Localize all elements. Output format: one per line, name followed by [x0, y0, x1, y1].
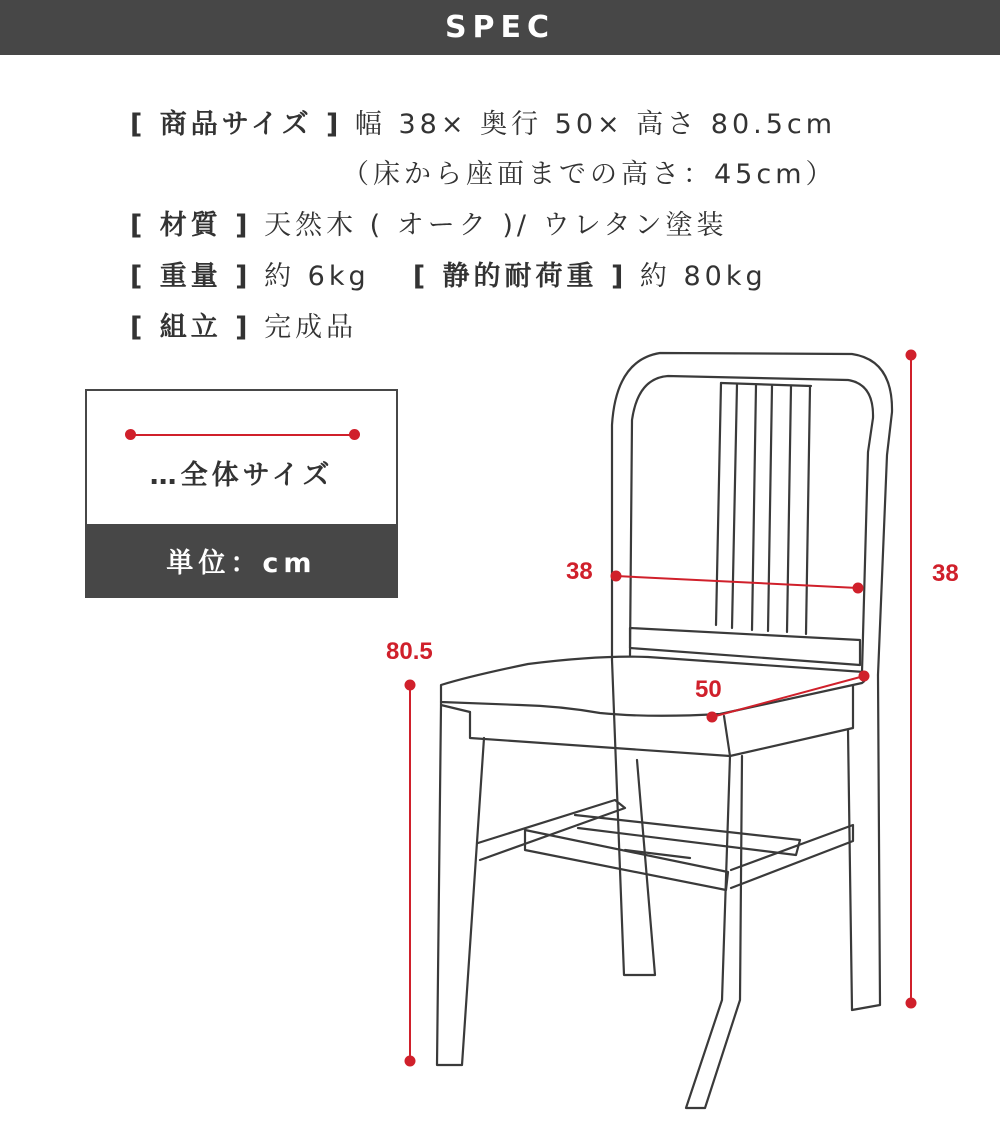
size-value: 幅 38× 奥行 50× 高さ 80.5cm: [354, 109, 837, 140]
right-height-dot-top: [906, 350, 917, 361]
width-dot-left: [611, 571, 622, 582]
depth-dot-front: [707, 712, 718, 723]
load-value: 約 80kg: [639, 261, 767, 292]
seat-height-value: （床から座面までの高さ：45cm）: [342, 159, 837, 190]
depth-dimension-label: 50: [695, 676, 722, 703]
width-dimension-label: 38: [566, 558, 593, 585]
width-dot-right: [853, 583, 864, 594]
weight-label: [ 重量 ]: [130, 261, 252, 292]
right-height-dimension-label: 38: [932, 560, 959, 587]
weight-value: 約 6kg: [264, 261, 370, 292]
material-value: 天然木 ( オーク )/ ウレタン塗装: [264, 210, 728, 241]
depth-dimension-line: [712, 676, 864, 717]
left-height-dot-bottom: [405, 1056, 416, 1067]
width-dimension-line: [616, 576, 858, 588]
header-title: SPEC: [444, 10, 556, 45]
chair-outline: [437, 353, 892, 1108]
legend-unit: 単位：cm: [87, 524, 396, 596]
material-label: [ 材質 ]: [130, 210, 252, 241]
left-height-dimension-label: 80.5: [386, 638, 433, 665]
assembly-value: 完成品: [264, 312, 358, 343]
depth-dot-back: [859, 671, 870, 682]
assembly-label: [ 組立 ]: [130, 312, 252, 343]
right-height-dot-bottom: [906, 998, 917, 1009]
size-label: [ 商品サイズ ]: [130, 109, 343, 140]
dimension-lines: [410, 355, 911, 1061]
dimension-endpoints: [405, 350, 917, 1067]
legend-overall-size: …全体サイズ: [149, 460, 334, 491]
left-height-dot-top: [405, 680, 416, 691]
load-label: [ 静的耐荷重 ]: [412, 261, 628, 292]
